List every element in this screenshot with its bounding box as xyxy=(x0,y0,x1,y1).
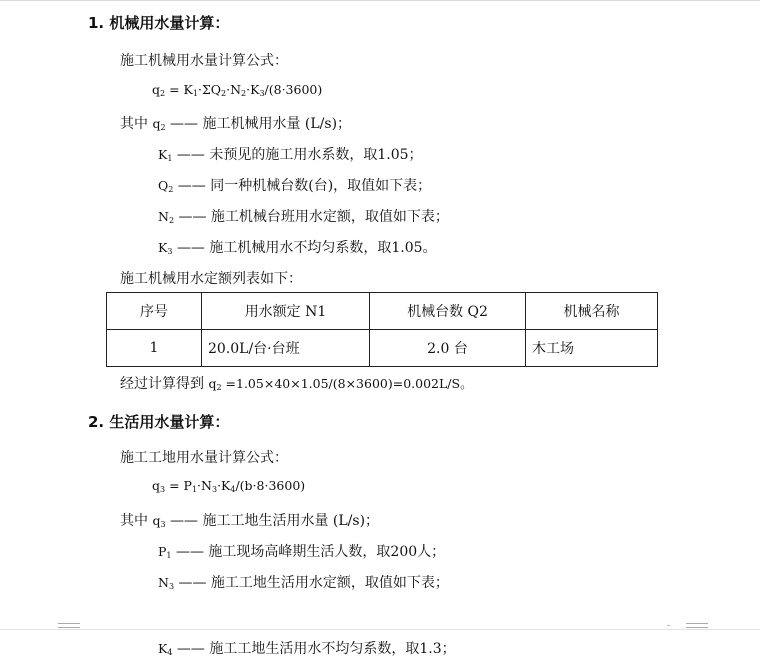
table-header-cell: 机械台数 Q2 xyxy=(370,293,526,330)
table-header-cell: 序号 xyxy=(107,293,202,330)
machinery-water-table xyxy=(106,292,658,367)
table-header-cell: 用水额定 N1 xyxy=(202,293,370,330)
table-row xyxy=(107,330,658,367)
page-break-marker-right xyxy=(686,620,708,632)
definition-k1: $K_1$ —— 未预见的施工用水系数，取1.05； xyxy=(158,147,423,163)
section2-intro: 施工工地用水量计算公式： xyxy=(120,450,288,466)
section2-formula: $q_3 = P_1\cdot N_3\cdot K_4/(b\cdot 8\cdot 3600)$ xyxy=(152,478,306,494)
definition-k4: $K_4$ —— 施工工地生活用水不均匀系数，取1.3； xyxy=(158,641,456,657)
definition-q3: 其中 $q_3$ —— 施工工地生活用水量 (L/s)； xyxy=(120,513,380,529)
section1-result: 经过计算得到 $q_2 =1.05\times 40\times 1.05/(8\times 3600)=0.002L/S$。 xyxy=(120,376,473,392)
page-break-marker-left xyxy=(58,620,80,632)
page-break-line xyxy=(0,629,760,630)
table-cell: 2.0 台 xyxy=(370,330,526,367)
definition-n3: $N_3$ —— 施工工地生活用水定额，取值如下表； xyxy=(158,575,449,591)
section1-intro: 施工机械用水量计算公式： xyxy=(120,53,288,69)
definition-p1: $P_1$ —— 施工现场高峰期生活人数，取200人； xyxy=(158,544,446,560)
table-cell: 20.0L/台·台班 xyxy=(202,330,370,367)
table-cell: 木工场 xyxy=(526,330,658,367)
page-top-border xyxy=(0,0,760,1)
definition-q2: 其中 $q_2$ —— 施工机械用水量 (L/s)； xyxy=(120,116,352,132)
page-break-dash: - xyxy=(667,621,671,631)
table-header-cell: 机械名称 xyxy=(526,293,658,330)
table-intro: 施工机械用水定额列表如下： xyxy=(120,271,302,287)
section1-heading: 1. 机械用水量计算： xyxy=(88,14,230,32)
section1-formula: $q_2 = K_1\cdot\Sigma Q_2\cdot N_2\cdot K_3/(8\cdot 3600)$ xyxy=(152,82,323,98)
table-header-row xyxy=(107,293,658,330)
definition-k3: $K_3$ —— 施工机械用水不均匀系数，取1.05。 xyxy=(158,240,437,256)
section2-heading: 2. 生活用水量计算： xyxy=(88,413,230,431)
definition-q2-count: $Q_2$ —— 同一种机械台数(台)，取值如下表； xyxy=(158,178,432,194)
table-cell: 1 xyxy=(107,330,202,367)
definition-n2: $N_2$ —— 施工机械台班用水定额，取值如下表； xyxy=(158,209,449,225)
